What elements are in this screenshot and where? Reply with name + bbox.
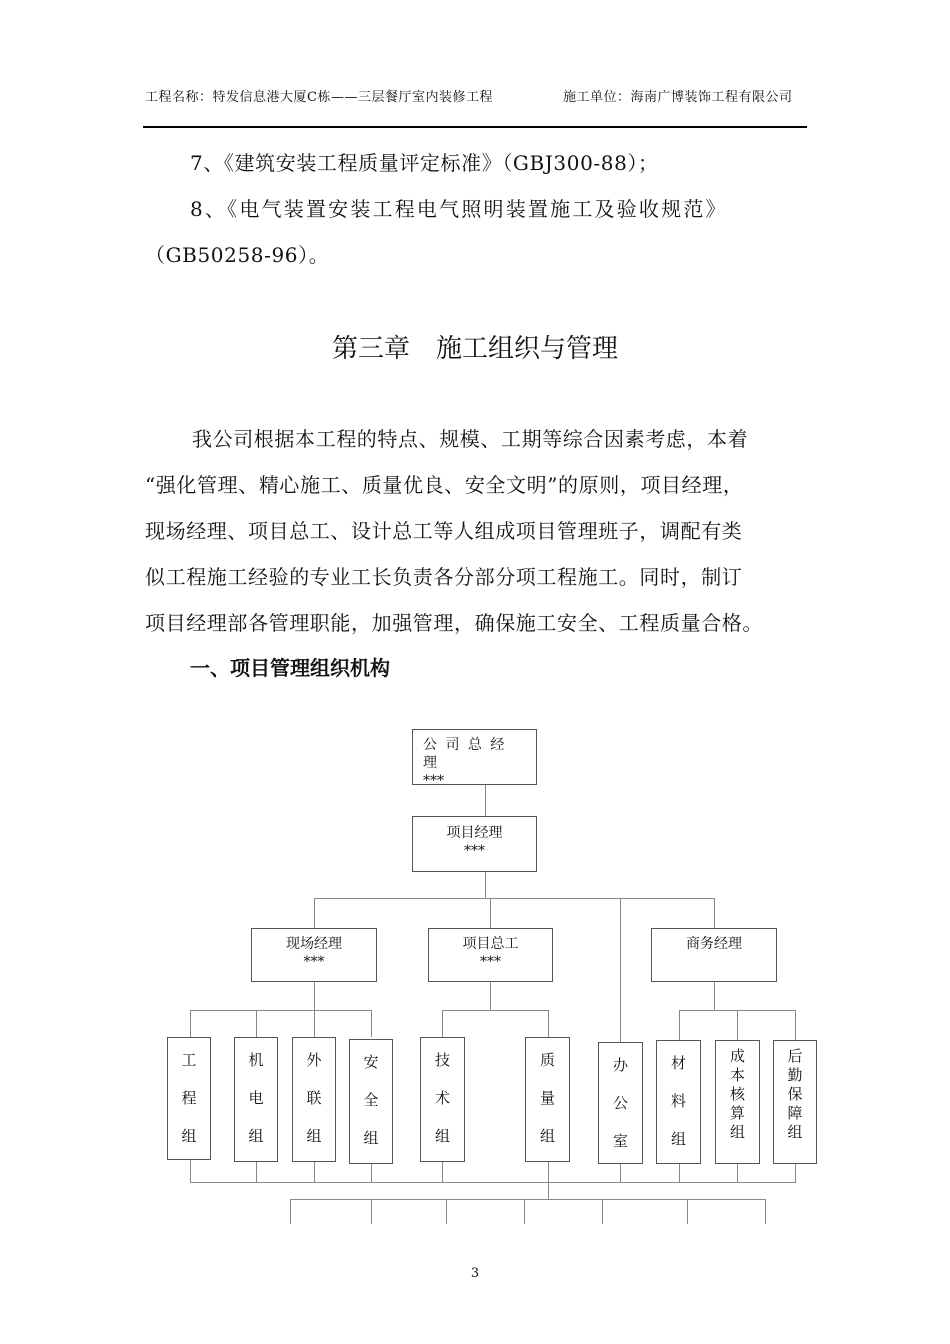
connector-mep bbox=[256, 1010, 257, 1037]
office-char: 办 bbox=[612, 1056, 628, 1074]
site-manager-title: 现场经理 bbox=[286, 936, 342, 952]
page-number: 3 bbox=[470, 1266, 480, 1281]
logistics-group-char: 后勤 bbox=[787, 1047, 803, 1084]
liaison-group-char: 组 bbox=[306, 1127, 322, 1145]
engineering-group-char: 组 bbox=[181, 1127, 197, 1145]
mep-group-char: 机 bbox=[248, 1051, 264, 1069]
materials-group-char: 料 bbox=[670, 1092, 686, 1110]
header-contractor: 施工单位：海南广博装饰工程有限公司 bbox=[563, 90, 793, 105]
cost-group-char: 组 bbox=[730, 1123, 746, 1141]
cost-group-char: 成本 bbox=[730, 1047, 746, 1084]
connector-logistics bbox=[795, 1010, 796, 1040]
materials-group-char: 材 bbox=[670, 1054, 686, 1072]
org-box-materials-group bbox=[656, 1040, 701, 1164]
reference-item-7: 7、《建筑安装工程质量评定标准》（GBJ300-88）； bbox=[190, 151, 659, 175]
body-line-1: 我公司根据本工程的特点、规模、工期等综合因素考虑，本着 bbox=[192, 427, 749, 451]
org-box-chief-engineer bbox=[428, 928, 553, 982]
connector-final-2 bbox=[371, 1199, 372, 1224]
connector-bottom-7 bbox=[620, 1164, 621, 1182]
connector-to-chief bbox=[490, 898, 491, 928]
connector-safety bbox=[371, 1010, 372, 1037]
office-char: 室 bbox=[612, 1132, 628, 1150]
liaison-group-char: 联 bbox=[306, 1089, 322, 1107]
connector-bottom-10 bbox=[795, 1164, 796, 1182]
materials-group-char: 组 bbox=[670, 1130, 686, 1148]
org-box-business-manager bbox=[651, 928, 777, 982]
chief-engineer-title: 项目总工 bbox=[462, 936, 519, 952]
technical-group-char: 技 bbox=[434, 1051, 450, 1069]
org-box-logistics-group bbox=[773, 1040, 817, 1164]
org-box-office bbox=[598, 1042, 643, 1164]
connector-bottom-3 bbox=[314, 1162, 315, 1182]
org-box-engineering-group bbox=[167, 1037, 211, 1160]
engineering-group-char: 工 bbox=[181, 1051, 197, 1069]
connector-liaison bbox=[314, 1010, 315, 1037]
header-rule bbox=[143, 126, 807, 128]
connector-chief-down bbox=[490, 982, 491, 1010]
quality-group-char: 量 bbox=[539, 1089, 555, 1107]
connector-to-biz bbox=[714, 898, 715, 928]
connector-bottom-stem bbox=[548, 1182, 549, 1199]
logistics-group-char: 组 bbox=[787, 1123, 803, 1141]
org-box-general-manager bbox=[412, 729, 537, 789]
connector-pm-down bbox=[485, 872, 486, 898]
cost-group-char: 核算 bbox=[730, 1085, 746, 1122]
reference-item-8-code: （GB50258-96）。 bbox=[145, 243, 330, 267]
connector-final-6 bbox=[687, 1199, 688, 1224]
connector-bottom-1 bbox=[190, 1160, 191, 1182]
chapter-title: 第三章 施工组织与管理 bbox=[331, 334, 618, 364]
quality-group-char: 质 bbox=[539, 1051, 555, 1069]
project-manager-title: 项目经理 bbox=[446, 825, 503, 841]
connector-final-5 bbox=[602, 1199, 603, 1224]
technical-group-char: 术 bbox=[434, 1089, 450, 1107]
safety-group-char: 全 bbox=[363, 1091, 379, 1109]
org-box-liaison-group bbox=[292, 1037, 336, 1162]
connector-bottom-5 bbox=[442, 1162, 443, 1182]
org-box-site-manager bbox=[251, 928, 377, 982]
connector-site-bar bbox=[190, 1010, 372, 1011]
connector-to-site bbox=[314, 898, 315, 928]
office-char: 公 bbox=[612, 1094, 628, 1112]
connector-quality bbox=[548, 1010, 549, 1037]
org-box-safety-group bbox=[349, 1039, 393, 1164]
connector-bottom-8 bbox=[679, 1164, 680, 1182]
safety-group-char: 安 bbox=[363, 1053, 379, 1071]
project-manager-name: *** bbox=[464, 843, 485, 859]
org-box-cost-group bbox=[715, 1040, 760, 1164]
engineering-group-char: 程 bbox=[181, 1089, 197, 1107]
connector-bottom-2 bbox=[256, 1162, 257, 1182]
reference-item-8: 8、《电气装置安装工程电气照明装置施工及验收规范》 bbox=[190, 197, 728, 221]
section-title: 一、项目管理组织机构 bbox=[190, 656, 390, 680]
body-line-5: 项目经理部各管理职能，加强管理，确保施工安全、工程质量合格。 bbox=[145, 611, 763, 635]
connector-bottom-bar bbox=[190, 1182, 796, 1183]
body-line-4: 似工程施工经验的专业工长负责各分部分项工程施工。同时，制订 bbox=[145, 565, 743, 589]
connector-bottom-6 bbox=[548, 1162, 549, 1182]
chief-engineer-name: *** bbox=[480, 954, 501, 970]
connector-to-office bbox=[620, 898, 621, 1042]
body-line-2: “强化管理、精心施工、质量优良、安全文明”的原则，项目经理， bbox=[145, 473, 744, 497]
connector-final-7 bbox=[765, 1199, 766, 1224]
org-box-mep-group bbox=[234, 1037, 278, 1162]
body-line-3: 现场经理、项目总工、设计总工等人组成项目管理班子，调配有类 bbox=[145, 519, 743, 543]
technical-group-char: 组 bbox=[434, 1127, 450, 1145]
connector-final-3 bbox=[446, 1199, 447, 1224]
connector-bottom-4 bbox=[371, 1164, 372, 1182]
mep-group-char: 组 bbox=[248, 1127, 264, 1145]
general-manager-title: 公 司 总 经 理 bbox=[423, 737, 507, 771]
connector-eng bbox=[190, 1010, 191, 1037]
site-manager-name: *** bbox=[303, 954, 325, 970]
connector-material bbox=[679, 1010, 680, 1040]
connector-tech bbox=[442, 1010, 443, 1037]
general-manager-name: *** bbox=[423, 773, 444, 789]
header-project-name: 工程名称：特发信息港大厦C栋——三层餐厅室内装修工程 bbox=[145, 90, 493, 105]
connector-final-1 bbox=[290, 1199, 291, 1224]
connector-bottom-9 bbox=[737, 1164, 738, 1182]
safety-group-char: 组 bbox=[363, 1129, 379, 1147]
business-manager-title: 商务经理 bbox=[686, 936, 742, 952]
connector-final-bar bbox=[290, 1199, 766, 1200]
connector-site-down bbox=[314, 982, 315, 1010]
mep-group-char: 电 bbox=[248, 1089, 264, 1107]
connector-final-4 bbox=[524, 1199, 525, 1224]
org-box-technical-group bbox=[420, 1037, 465, 1162]
connector-level2-bar bbox=[314, 898, 715, 899]
connector-chief-bar bbox=[442, 1010, 548, 1011]
liaison-group-char: 外 bbox=[306, 1051, 322, 1069]
logistics-group-char: 保障 bbox=[787, 1085, 803, 1122]
org-box-project-manager bbox=[412, 816, 537, 872]
quality-group-char: 组 bbox=[539, 1127, 555, 1145]
org-box-quality-group bbox=[525, 1037, 570, 1162]
connector-cost bbox=[737, 1010, 738, 1040]
connector-biz-down bbox=[714, 982, 715, 1010]
